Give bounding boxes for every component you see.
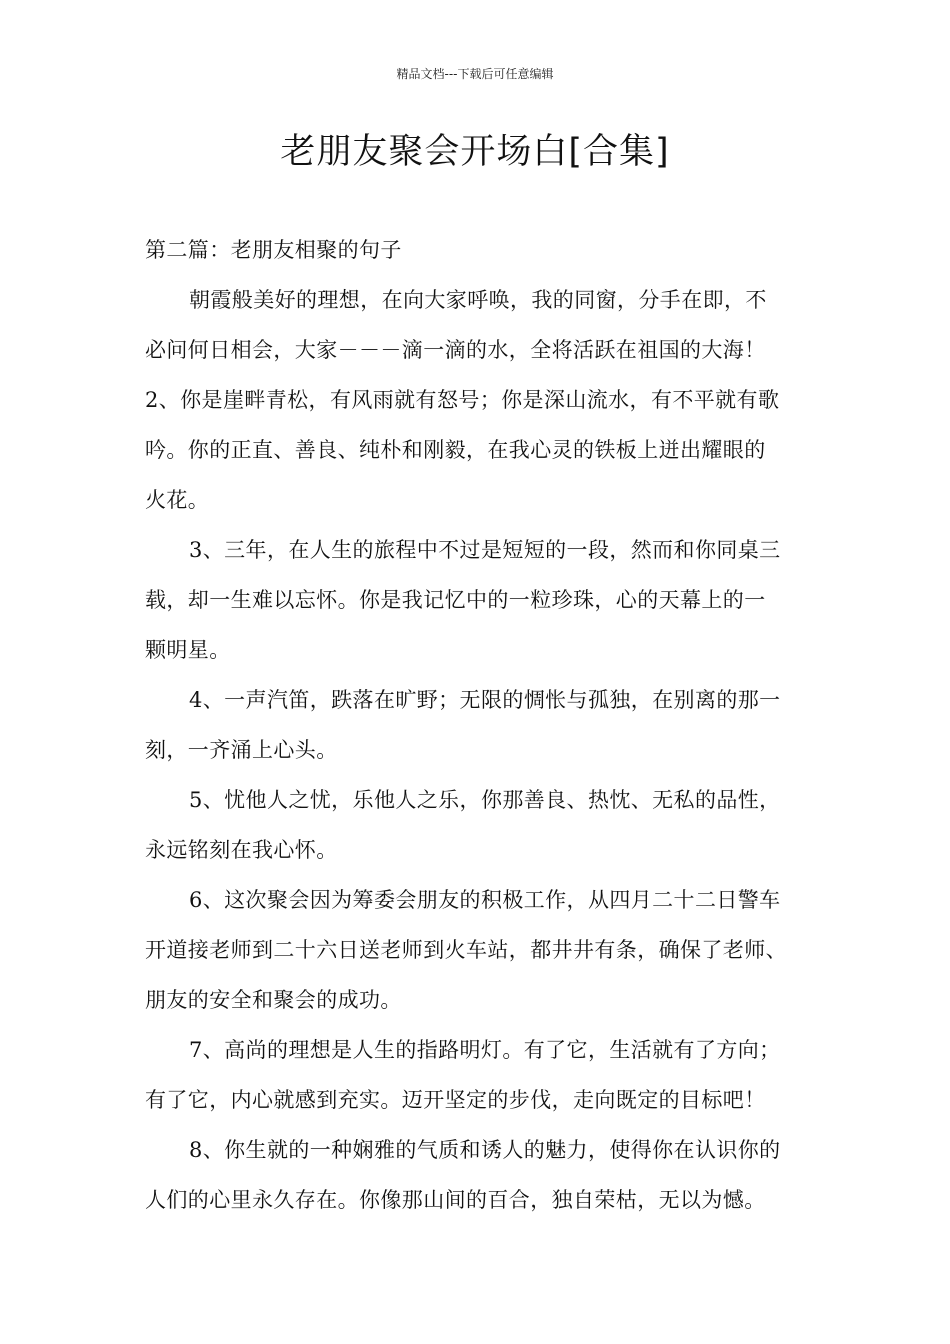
text-line: 永远铭刻在我心怀。 — [145, 838, 338, 862]
text-line: 2、你是崖畔青松，有风雨就有怒号；你是深山流水，有不平就有歌 — [145, 388, 780, 412]
text-line: 颗明星。 — [145, 638, 231, 662]
text-line: 吟。你的正直、善良、纯朴和刚毅，在我心灵的铁板上迸出耀眼的 — [145, 438, 766, 462]
text-line: 3、三年，在人生的旅程中不过是短短的一段，然而和你同桌三 — [189, 538, 781, 562]
text-line: 必问何日相会，大家－－－滴一滴的水，全将活跃在祖国的大海！ — [145, 338, 766, 362]
header-note: 精品文档---下载后可任意编辑 — [396, 67, 554, 81]
text-line: 朋友的安全和聚会的成功。 — [145, 988, 402, 1012]
text-line: 8、你生就的一种娴雅的气质和诱人的魅力，使得你在认识你的 — [189, 1138, 781, 1162]
text-line: 7、高尚的理想是人生的指路明灯。有了它，生活就有了方向； — [189, 1038, 781, 1062]
text-line: 有了它，内心就感到充实。迈开坚定的步伐，走向既定的目标吧！ — [145, 1088, 766, 1112]
text-line: 4、一声汽笛，跌落在旷野；无限的惆怅与孤独，在别离的那一 — [189, 688, 781, 712]
text-line: 载，却一生难以忘怀。你是我记忆中的一粒珍珠，心的天幕上的一 — [145, 588, 766, 612]
text-line: 朝霞般美好的理想，在向大家呼唤，我的同窗，分手在即，不 — [189, 288, 767, 312]
document-title: 老朋友聚会开场白[合集] — [280, 132, 670, 172]
text-line: 刻，一齐涌上心头。 — [145, 738, 338, 762]
section-heading: 第二篇：老朋友相聚的句子 — [145, 238, 402, 262]
text-line: 人们的心里永久存在。你像那山间的百合，独自荣枯，无以为憾。 — [145, 1188, 766, 1212]
text-line: 5、忧他人之忧，乐他人之乐，你那善良、热忱、无私的品性， — [189, 788, 781, 812]
text-line: 火花。 — [145, 488, 210, 512]
text-line: 开道接老师到二十六日送老师到火车站，都井井有条，确保了老师、 — [145, 938, 787, 962]
text-line: 6、这次聚会因为筹委会朋友的积极工作，从四月二十二日警车 — [189, 888, 781, 912]
